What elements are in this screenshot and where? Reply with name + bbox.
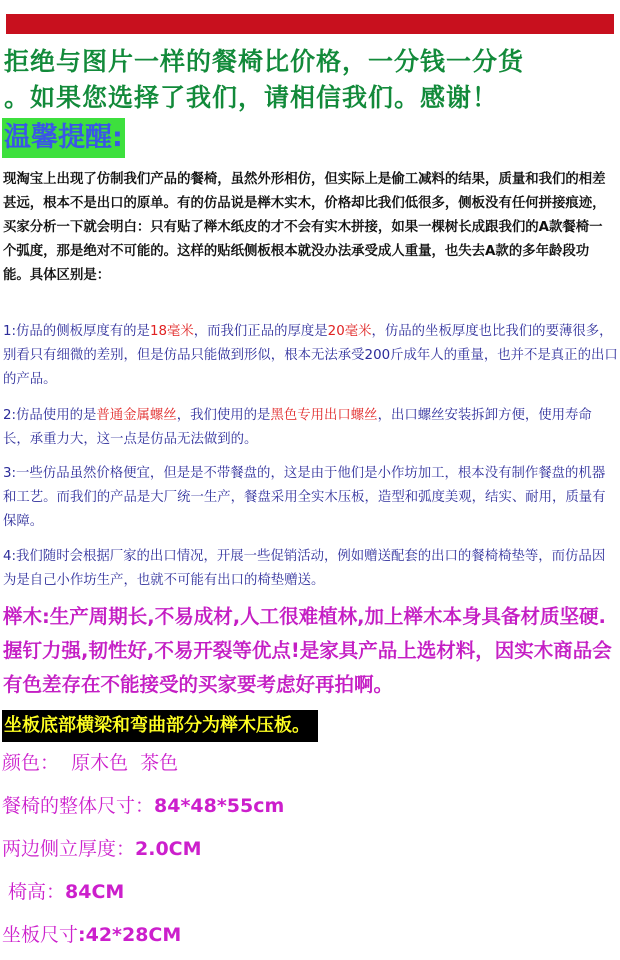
- heading-line-1: 拒绝与图片一样的餐椅比价格，一分钱一分货: [4, 47, 525, 76]
- spec-value: 2.0CM: [135, 838, 202, 860]
- intro-paragraph: 现淘宝上出现了仿制我们产品的餐椅，虽然外形相仿，但实际上是偷工减料的结果，质量和我们的相差甚远，根本不是出口的原单。有的仿品说是榉木实木，价格却比我们低很多，侧板没有任何拼接痕迹，买家分析一下就会明白：只有贴了榉木纸皮的才不会有实木拼接，如果一棵树长成跟我们的A款餐椅一个弧度，那是绝对不可能的。这样的贴纸侧板根本就没办法承受成人重量，也失去A款的多年龄段功能。具体区别是：: [3, 172, 606, 283]
- difference-point-3: [3, 462, 618, 534]
- difference-point-2: [3, 404, 618, 452]
- heading-line-2: 。如果您选择了我们，请相信我们。感谢！: [4, 83, 499, 112]
- spec-color: [2, 747, 178, 779]
- point-text: 1:仿品的侧板厚度有的是: [3, 324, 150, 339]
- difference-point-1: [3, 320, 618, 392]
- point-highlight: 18毫米: [149, 324, 194, 339]
- spec-seat-size: [2, 919, 181, 951]
- spec-value: 原木色 茶色: [59, 752, 179, 774]
- spec-overall-size: [2, 790, 284, 822]
- point-text: 4:我们随时会根据厂家的出口情况，开展一些促销活动，例如赠送配套的出口的餐椅椅垫等，而仿品因为是自己小作坊生产，也就不可能有出口的椅垫赠送。: [3, 549, 606, 588]
- point-highlight: 黑色专用出口螺丝: [270, 408, 378, 423]
- point-highlight: 普通金属螺丝: [96, 408, 177, 423]
- spec-side-thickness: [2, 833, 202, 865]
- point-text: ，仿品的坐板厚度也比我们的要薄很多，别看只有细微的差别，但是仿品只能做到形似，根本无法承受200斤成年人的重量，也并不是真正的出口的产品。: [3, 324, 618, 387]
- birch-wood-description: 榉木:生产周期长,不易成材,人工很难植林,加上榉木本身具备材质坚硬.握钉力强,韧性好,不易开裂等优点!是家具产品上选材料，因实木商品会有色差存在不能接受的买家要考虑好再拍啊。: [3, 605, 612, 696]
- point-text: 3:一些仿品虽然价格便宜，但是是不带餐盘的，这是由于他们是小作坊加工，根本没有制作餐盘的机器和工艺。而我们的产品是大厂统一生产，餐盘采用全实木压板，造型和弧度美观，结实、耐用，质量有保障。: [3, 466, 606, 529]
- point-text: ，出口螺丝安装拆卸方便，使用寿命长，承重力大，这一点是仿品无法做到的。: [3, 408, 592, 447]
- top-red-bar: [6, 14, 614, 34]
- spec-chair-height: [2, 876, 124, 908]
- spec-label: 椅高：: [2, 881, 66, 903]
- spec-label: 颜色：: [2, 752, 60, 774]
- difference-point-4: [3, 545, 618, 593]
- point-text: ，我们使用的是: [176, 408, 271, 423]
- point-text: ，而我们正品的厚度是: [193, 324, 328, 339]
- spec-label: 坐板尺寸: [2, 924, 79, 946]
- main-heading: [4, 44, 616, 116]
- spec-value: 84CM: [65, 881, 125, 903]
- banner-crossbeam-note: 坐板底部横梁和弯曲部分为榉木压板。: [2, 710, 318, 742]
- point-text: 2:仿品使用的是: [3, 408, 97, 423]
- spec-label: 餐椅的整体尺寸：: [2, 795, 155, 817]
- point-highlight: 20毫米: [327, 324, 372, 339]
- spec-value: :42*28CM: [78, 924, 182, 946]
- spec-label: 两边侧立厚度：: [2, 838, 136, 860]
- notice-title: 温馨提醒:: [2, 118, 125, 158]
- spec-value: 84*48*55cm: [154, 795, 285, 817]
